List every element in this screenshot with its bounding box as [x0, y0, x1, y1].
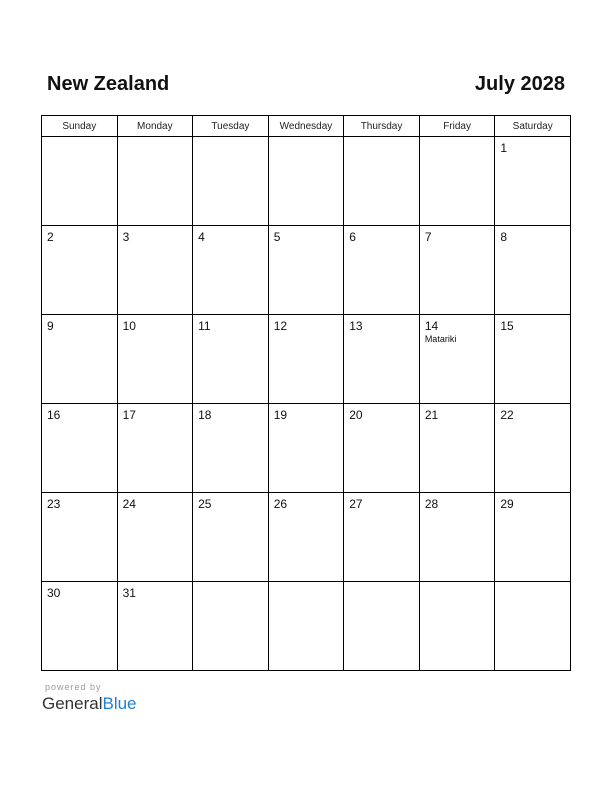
- day-cell: [193, 493, 269, 582]
- day-number: [420, 137, 495, 141]
- day-cell: [344, 137, 420, 226]
- weekday-wednesday: Wednesday: [268, 116, 344, 137]
- day-number: 15: [500, 319, 514, 333]
- day-number: 8: [500, 230, 508, 244]
- day-cell: [419, 404, 495, 493]
- day-cell: [193, 404, 269, 493]
- day-cell: [419, 137, 495, 226]
- day-number: 3: [122, 230, 130, 244]
- brand-blue-text: Blue: [102, 694, 137, 713]
- day-number: 21: [424, 408, 439, 422]
- day-number: 25: [198, 497, 212, 511]
- day-number: 10: [122, 319, 136, 333]
- day-cell: [268, 493, 344, 582]
- day-cell: [495, 582, 571, 671]
- week-row-1: [42, 137, 571, 226]
- day-cell: [344, 226, 420, 315]
- day-cell: [268, 582, 344, 671]
- day-number: [344, 137, 419, 141]
- day-number: 30: [47, 586, 61, 600]
- weekday-sunday: Sunday: [42, 116, 118, 137]
- week-row-3: [42, 315, 571, 404]
- day-cell: [344, 315, 420, 404]
- generalblue-logo[interactable]: [42, 694, 137, 714]
- week-row-2: [42, 226, 571, 315]
- day-number: 23: [47, 497, 61, 511]
- day-cell: [268, 137, 344, 226]
- country-title: New Zealand: [47, 73, 170, 95]
- day-cell: [193, 137, 269, 226]
- day-number: 6: [349, 230, 356, 244]
- day-cell: [42, 137, 118, 226]
- week-row-6: [42, 582, 571, 671]
- day-cell: [193, 226, 269, 315]
- day-number: 4: [198, 230, 205, 244]
- day-number: 5: [273, 230, 281, 244]
- day-number: 2: [47, 230, 54, 244]
- day-number: 28: [424, 497, 439, 511]
- day-cell: [42, 493, 118, 582]
- day-cell: [117, 404, 193, 493]
- footer-branding: [42, 682, 137, 714]
- day-number: 9: [47, 319, 54, 333]
- day-cell: [419, 493, 495, 582]
- day-number: 17: [122, 408, 136, 422]
- weekday-tuesday: Tuesday: [193, 116, 269, 137]
- day-cell: [42, 404, 118, 493]
- day-cell: [268, 404, 344, 493]
- day-number: [269, 582, 344, 586]
- day-cell: [42, 315, 118, 404]
- day-number: 19: [273, 408, 288, 422]
- day-number: 14: [424, 319, 439, 333]
- weekday-friday: Friday: [419, 116, 495, 137]
- day-cell: [117, 137, 193, 226]
- day-cell: [495, 226, 571, 315]
- day-number: 29: [500, 497, 514, 511]
- day-cell: [193, 582, 269, 671]
- day-number: [193, 137, 268, 141]
- day-number: 12: [273, 319, 288, 333]
- weekday-header-row: [42, 116, 571, 137]
- day-cell: [193, 315, 269, 404]
- day-number: 22: [500, 408, 514, 422]
- week-row-5: [42, 493, 571, 582]
- day-cell: [344, 493, 420, 582]
- day-number: [495, 582, 570, 586]
- day-number: [420, 582, 495, 586]
- powered-by-text: powered by: [45, 682, 102, 692]
- day-cell: [344, 404, 420, 493]
- day-cell: [419, 582, 495, 671]
- day-cell: [419, 226, 495, 315]
- day-cell: [344, 582, 420, 671]
- weekday-thursday: Thursday: [344, 116, 420, 137]
- holiday-label: Matariki: [424, 334, 457, 344]
- day-cell: [495, 137, 571, 226]
- day-number: 11: [198, 319, 211, 333]
- day-number: [42, 137, 117, 141]
- day-number: 26: [273, 497, 288, 511]
- day-number: 18: [198, 408, 212, 422]
- day-cell: [42, 582, 118, 671]
- day-cell: [495, 404, 571, 493]
- day-number: 13: [349, 319, 363, 333]
- brand-general-text: General: [42, 694, 103, 713]
- day-number: [344, 582, 419, 586]
- day-number: 1: [500, 141, 508, 155]
- day-number: 24: [122, 497, 136, 511]
- day-cell: [117, 582, 193, 671]
- day-cell: [117, 226, 193, 315]
- day-cell: [268, 226, 344, 315]
- day-number: 16: [47, 408, 61, 422]
- day-number: [118, 137, 193, 141]
- day-cell: [42, 226, 118, 315]
- day-number: 20: [349, 408, 363, 422]
- calendar-grid: [41, 115, 571, 671]
- day-number: [193, 582, 268, 586]
- day-cell-holiday: [419, 315, 495, 404]
- day-number: 7: [424, 230, 432, 244]
- day-cell: [117, 315, 193, 404]
- day-number: [269, 137, 344, 141]
- day-cell: [495, 493, 571, 582]
- day-number: 27: [349, 497, 363, 511]
- month-year-title: July 2028: [474, 73, 565, 95]
- day-cell: [495, 315, 571, 404]
- day-number: 31: [122, 586, 136, 600]
- weekday-monday: Monday: [117, 116, 193, 137]
- day-cell: [117, 493, 193, 582]
- week-row-4: [42, 404, 571, 493]
- weekday-saturday: Saturday: [495, 116, 571, 137]
- day-cell: [268, 315, 344, 404]
